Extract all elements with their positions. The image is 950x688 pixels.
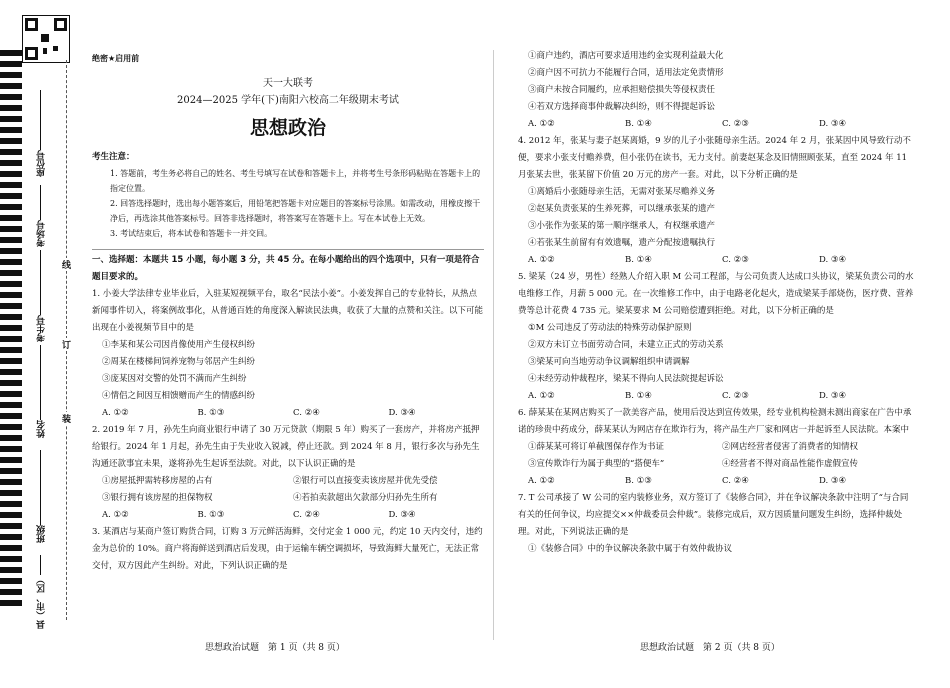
q4-item-1: ①离婚后小张随母亲生活，无需对张某尽赡养义务: [528, 187, 716, 197]
q5-options: [518, 388, 916, 405]
q2-item-4: ④若拍卖款超出欠款部分归孙先生所有: [293, 493, 438, 503]
q6-items-row-1: [518, 439, 916, 456]
q3-stem: 3. 某酒店与某商户签订购货合同，订购 3 万元鲜活海鲜，交付定金 1 000 元，约定 10 天内交付，违约金为总价的 10%。商户将海鲜送到酒店后发现，由于运输车辆空调损坏，导致海鲜大量死亡，无法正常交付，双方因此产生纠纷。对此，下列认识正确的是: [92, 527, 483, 571]
q6-stem: 6. 薛某某在某网店购买了一款美容产品，使用后没达到宣传效果，经专业机构检测未测出商家在广告中承诺的珍贵中药成分，薛某某认为网店存在欺诈行为，将产品生产厂家和网店一并起诉至人民法院。本案中: [518, 408, 912, 435]
q1-stem: 1. 小姜大学法律专业毕业后，入驻某短视频平台，取名“民法小姜”。小姜发挥自己的专业特长，从热点新闻事件切入，将案例故事化，从普通百姓的角度深入解读民法典，收获了大量的点赞和关注。以下可能出现在小姜视频节目中的是: [92, 289, 484, 333]
q4-stem: 4. 2012 年，张某与妻子赵某离婚，9 岁的儿子小张随母亲生活。2024 年 2 月，张某因中风导致行动不便，要求小张支付赡养费，但小张仍在读书，无力支付。前妻赵某念及旧情照顾张某，直至 2024 年 11 月张某去世，张某留下价值 20 万元的房产一套。对此，以下分析正确的是: [518, 136, 911, 180]
q5-item-4: ④未经劳动仲裁程序，梁某不得向人民法院提起诉讼: [528, 374, 724, 384]
q5-item-1: ①M 公司违反了劳动法的特殊劳动保护原则: [528, 323, 692, 333]
field-name: 姓名: [37, 420, 47, 438]
cut-word-bind: 订: [62, 338, 71, 351]
class-line: [40, 450, 41, 525]
notice-3: 3. 考试结束后，将本试卷和答题卡一并交回。: [110, 229, 273, 238]
q2-items-row-2: [92, 490, 484, 507]
page-1-footer: 思想政治试题 第 1 页（共 8 页）: [205, 643, 345, 653]
seat-line: [40, 90, 41, 150]
q3-item-3: ③商户未按合同履约，应承担赔偿损失等侵权责任: [528, 85, 716, 95]
q2-option-a: A. ①②: [102, 510, 129, 520]
q3-item-2: ②商户因不可抗力不能履行合同，适用法定免责情形: [528, 68, 724, 78]
county-line: [40, 555, 41, 575]
page-2: [518, 48, 916, 558]
q3-option-a: A. ①②: [528, 119, 555, 129]
q3-options: [518, 116, 916, 133]
q3-option-d: D. ③④: [819, 119, 847, 129]
q2-stem: 2. 2019 年 7 月，孙先生向商业银行申请了 30 万元贷款（期限 5 年）购买了一套房产，并将房产抵押给银行。2024 年 1 月起，孙先生由于失业收入锐减，停止还款。到 2024 年 8 月，银行多次与孙先生沟通还款事宜未果，遂将孙先生起诉至法院。对此，以下认识正确的是: [92, 425, 480, 469]
binding-margin: [0, 0, 84, 688]
q2-item-3: ③银行拥有该房屋的担保物权: [102, 493, 213, 503]
q4-item-2: ②赵某负责张某的生养死葬，可以继承张某的遗产: [528, 204, 716, 214]
page-1: [92, 50, 484, 575]
q4-option-a: A. ①②: [528, 255, 555, 265]
q6-item-4: ④经营者不得对商品性能作虚假宣传: [722, 459, 859, 469]
q4-item-4: ④若张某生前留有有效遗嘱，遗产分配按遗嘱执行: [528, 238, 716, 248]
q4-item-3: ③小张作为张某的第一顺序继承人，有权继承遗产: [528, 221, 716, 231]
cut-word-line: 线: [62, 258, 71, 271]
q2-option-b: B. ①③: [197, 510, 225, 520]
q1-option-d: D. ③④: [388, 408, 416, 418]
q6-item-3: ③宣传欺诈行为属于典型的“搭便车”: [528, 459, 665, 469]
q5-item-2: ②双方未订立书面劳动合同，未建立正式的劳动关系: [528, 340, 724, 350]
q1-option-c: C. ②④: [293, 408, 320, 418]
q3-item-1: ①商户违约，酒店可要求适用违约金实现利益最大化: [528, 51, 724, 61]
exam-name: 天一大联考: [263, 78, 313, 89]
q5-option-d: D. ③④: [819, 391, 847, 401]
secret-mark: 绝密★启用前: [92, 54, 140, 63]
q1-option-b: B. ①③: [197, 408, 225, 418]
q7-item-1: ①《装修合同》中的争议解决条款中属于有效仲裁协议: [528, 544, 733, 554]
q1-item-1: ①李某和某公司因肖像使用产生侵权纠纷: [102, 340, 256, 350]
notice-1: 1. 答题前，考生务必将自己的姓名、考生号填写在试卷和答题卡上，并将考生号条形码粘贴在答题卡上的指定位置。: [110, 169, 481, 193]
q6-item-1: ①薛某某可将订单截图保存作为书证: [528, 442, 665, 452]
q1-option-a: A. ①②: [102, 408, 129, 418]
field-exam-id: 考生号: [37, 315, 47, 342]
q2-option-d: D. ③④: [388, 510, 416, 520]
q5-item-3: ③梁某可向当地劳动争议调解组织申请调解: [528, 357, 690, 367]
q6-item-2: ②网店经营者侵害了消费者的知情权: [722, 442, 859, 452]
field-county: 县（市、区）: [37, 575, 47, 629]
q3-option-c: C. ②③: [722, 119, 749, 129]
q5-option-a: A. ①②: [528, 391, 555, 401]
exam-year: 2024—2025 学年(下)南阳六校高二年级期末考试: [177, 95, 399, 106]
black-stripe-pattern: [0, 50, 22, 610]
field-class: 班级: [37, 525, 47, 543]
q2-item-2: ②银行可以直接变卖该房屋并优先受偿: [293, 476, 438, 486]
section-heading: 一、选择题：本题共 15 小题，每小题 3 分，共 45 分。在每小题给出的四个选项中，只有一项是符合题目要求的。: [92, 255, 480, 282]
id-line: [40, 250, 41, 315]
q6-option-b: B. ①③: [625, 476, 652, 486]
q6-items-row-2: [518, 456, 916, 473]
q6-option-c: C. ②④: [722, 476, 749, 486]
q2-options: [92, 507, 484, 524]
q5-option-b: B. ①④: [625, 391, 652, 401]
q6-option-d: D. ③④: [819, 476, 847, 486]
q4-option-c: C. ②③: [722, 255, 749, 265]
q1-item-3: ③庞某因对交警的处罚不满而产生纠纷: [102, 374, 247, 384]
q3-option-b: B. ①④: [625, 119, 652, 129]
field-exam-room: 考场号: [37, 220, 47, 247]
q2-option-c: C. ②④: [293, 510, 320, 520]
q4-option-d: D. ③④: [819, 255, 847, 265]
q5-option-c: C. ②③: [722, 391, 749, 401]
q6-options: [518, 473, 916, 490]
page-2-footer: 思想政治试题 第 2 页（共 8 页）: [640, 643, 780, 653]
q1-item-2: ②周某在楼梯间饲养宠物与邻居产生纠纷: [102, 357, 256, 367]
q1-item-4: ④情侣之间因互相馈赠而产生的情感纠纷: [102, 391, 256, 401]
q2-items-row-1: [92, 473, 484, 490]
q4-option-b: B. ①④: [625, 255, 652, 265]
q5-stem: 5. 梁某（24 岁，男性）经熟人介绍入职 M 公司工程部，与公司负责人达成口头协议，梁某负责公司的水电维修工作，月薪 5 000 元。在一次维修工作中，由于电路老化起火，造成梁某手部烧伤，医疗费、营养费等总计花费 4 735 元。梁某要求 M 公司赔偿遭到拒绝。对此，以下分析正确的是: [518, 272, 914, 316]
q3-item-4: ④若双方选择商事仲裁解决纠纷，则不得提起诉讼: [528, 102, 716, 112]
page-divider: [493, 50, 494, 640]
notice-2: 2. 回答选择题时，选出每小题答案后，用铅笔把答题卡对应题目的答案标号涂黑。如需改动，用橡皮擦干净后，再选涂其他答案标号。回答非选择题时，将答案写在答题卡上。写在本试卷上无效。: [110, 199, 481, 223]
q7-stem: 7. T 公司承接了 W 公司的室内装修业务，双方签订了《装修合同》，并在争议解决条款中注明了“与合同有关的任何争议，均应提交××仲裁委员会仲裁”。装修完成后，双方因质量问题发生纠纷，选择仲裁处理。对此，下列说法正确的是: [518, 493, 909, 537]
field-seat-number: 座位号: [37, 150, 47, 177]
q6-option-a: A. ①②: [528, 476, 555, 486]
subject-title: 思想政治: [249, 117, 326, 139]
q1-options: [92, 405, 484, 422]
q4-options: [518, 252, 916, 269]
name-line: [40, 345, 41, 420]
notice-title: 考生注意：: [92, 152, 135, 162]
cut-word-pack: 装: [62, 412, 71, 425]
qr-code-icon: [22, 15, 70, 63]
room-line: [40, 185, 41, 220]
q2-item-1: ①房屋抵押需转移房屋的占有: [102, 476, 213, 486]
